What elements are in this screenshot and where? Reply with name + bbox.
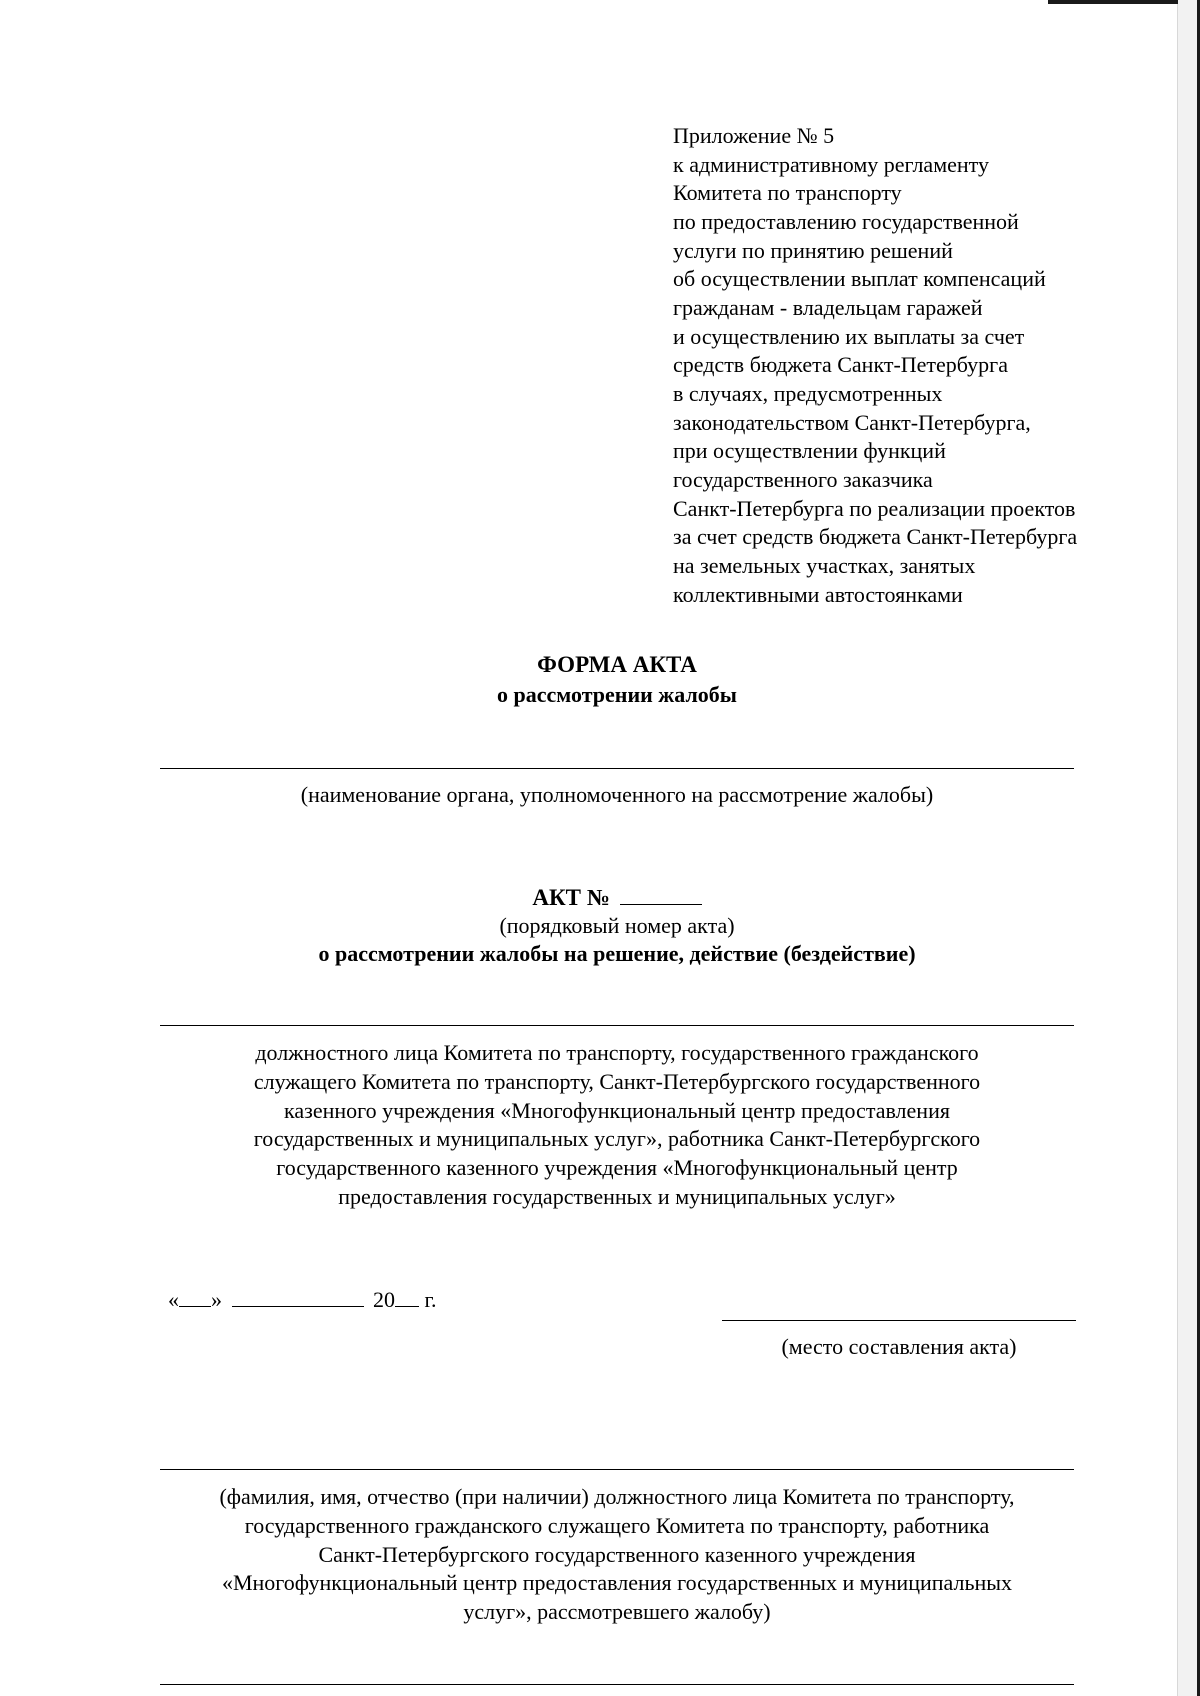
reviewer-line: (фамилия, имя, отчество (при наличии) должностного лица Комитета по транспорту, [219,1484,1015,1509]
year-blank [395,1286,419,1307]
day-blank [179,1286,211,1307]
appendix-line: Санкт-Петербурга по реализации проектов [673,495,1076,521]
place-caption: (место составления акта) [781,1334,1017,1359]
appendix-line: по предоставлению государственной [673,208,1019,234]
act-number-caption: (порядковый номер акта) [499,913,735,938]
officials-line: предоставления государственных и муниципальных услуг» [338,1183,896,1209]
appendix-header [673,122,1173,609]
reviewer-line: услуг», рассмотревшего жалобу) [463,1599,771,1625]
official-name-line [160,1025,1074,1026]
reviewer-line: «Многофункциональный центр предоставления государственных и муниципальных [221,1570,1013,1596]
appendix-line: об осуществлении выплат компенсаций [673,266,1046,292]
year-suffix: г. [424,1287,437,1312]
appendix-line: услуги по принятию решений [673,237,953,263]
appendix-line: средств бюджета Санкт-Петербурга [673,352,1008,378]
appendix-line: при осуществлении функций [673,438,946,464]
appendix-line: Приложение № 5 [673,123,835,148]
reviewer-name-line [160,1469,1074,1470]
appendix-line: законодательством Санкт-Петербурга, [673,409,1031,435]
reviewer-line: Санкт-Петербургского государственного казенного учреждения [318,1541,916,1567]
organ-name-line [160,768,1074,769]
appendix-line: на земельных участках, занятых [673,552,976,578]
bottom-line [160,1684,1074,1685]
month-blank [232,1286,364,1307]
officials-line: казенного учреждения «Многофункциональный центр предоставления [284,1097,950,1123]
reviewer-caption [160,1483,1074,1627]
date-close-quote: » [211,1287,222,1312]
appendix-line: коллективными автостоянками [673,581,963,607]
form-subtitle: о рассмотрении жалобы [497,682,737,707]
place-line [722,1320,1076,1321]
act-date [168,1286,437,1313]
officials-line: государственного казенного учреждения «Многофункциональный центр [276,1155,958,1181]
appendix-line: гражданам - владельцам гаражей [673,294,983,320]
appendix-line: Комитета по транспорту [673,180,902,206]
officials-caption [160,1039,1074,1212]
officials-line: служащего Комитета по транспорту, Санкт-Петербургского государственного [253,1068,981,1094]
date-open-quote: « [168,1287,179,1312]
appendix-line: за счет средств бюджета Санкт-Петербурга [673,524,1078,550]
act-subject: о рассмотрении жалобы на решение, действие (бездействие) [318,941,916,966]
act-number-blank [620,884,702,905]
appendix-line: и осуществлению их выплаты за счет [673,323,1025,349]
act-number-label: АКТ № [532,885,610,910]
appendix-line: государственного заказчика [673,466,933,492]
reviewer-line: государственного гражданского служащего Комитета по транспорту, работника [244,1512,990,1538]
form-title: ФОРМА АКТА [537,652,697,677]
organ-caption: (наименование органа, уполномоченного на рассмотрение жалобы) [300,782,934,807]
scan-edge-shadow-top [1048,0,1178,4]
act-number-row [160,884,1074,911]
appendix-line: к административному регламенту [673,151,989,177]
officials-line: должностного лица Комитета по транспорту, государственного гражданского [255,1040,979,1065]
officials-line: государственных и муниципальных услуг», работника Санкт-Петербургского [253,1126,981,1152]
year-prefix: 20 [373,1287,395,1312]
appendix-line: в случаях, предусмотренных [673,380,943,406]
